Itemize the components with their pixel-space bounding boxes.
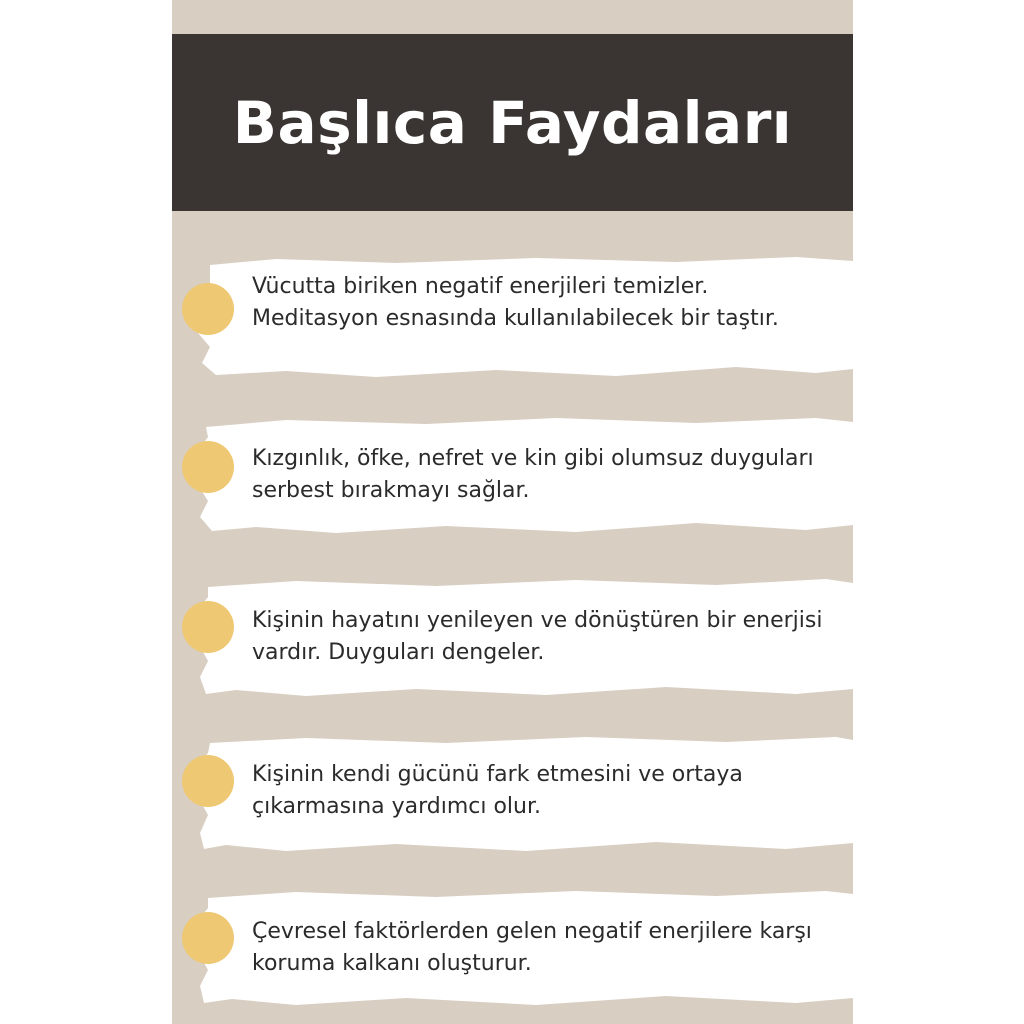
yellow-bullet-icon: [182, 755, 234, 807]
benefit-text-3: Kişinin hayatını yenileyen ve dönüştüren bir enerjisi vardır. Duyguları dengeler.: [252, 608, 823, 665]
benefit-card-3: [196, 577, 853, 697]
benefit-text-1: Vücutta biriken negatif enerjileri temizler. Meditasyon esnasında kullanılabilecek bir taştır.: [252, 274, 779, 331]
benefit-card-2: [196, 415, 853, 535]
benefit-text-2: Kızgınlık, öfke, nefret ve kin gibi olumsuz duyguları serbest bırakmayı sağlar.: [252, 446, 814, 503]
benefit-text-5: Çevresel faktörlerden gelen negatif enerjilere karşı koruma kalkanı oluşturur.: [252, 919, 812, 976]
yellow-bullet-icon: [182, 601, 234, 653]
page-title: Başlıca Faydaları: [232, 88, 793, 157]
infographic-canvas: [172, 0, 853, 1024]
yellow-bullet-icon: [182, 441, 234, 493]
benefit-text-4: Kişinin kendi gücünü fark etmesini ve ortaya çıkarmasına yardımcı olur.: [252, 762, 743, 819]
benefit-card-5: [196, 888, 853, 1006]
yellow-bullet-icon: [182, 283, 234, 335]
benefit-card-4: [196, 735, 853, 853]
header-banner: [172, 34, 853, 211]
yellow-bullet-icon: [182, 912, 234, 964]
benefit-card-1: [196, 255, 853, 380]
